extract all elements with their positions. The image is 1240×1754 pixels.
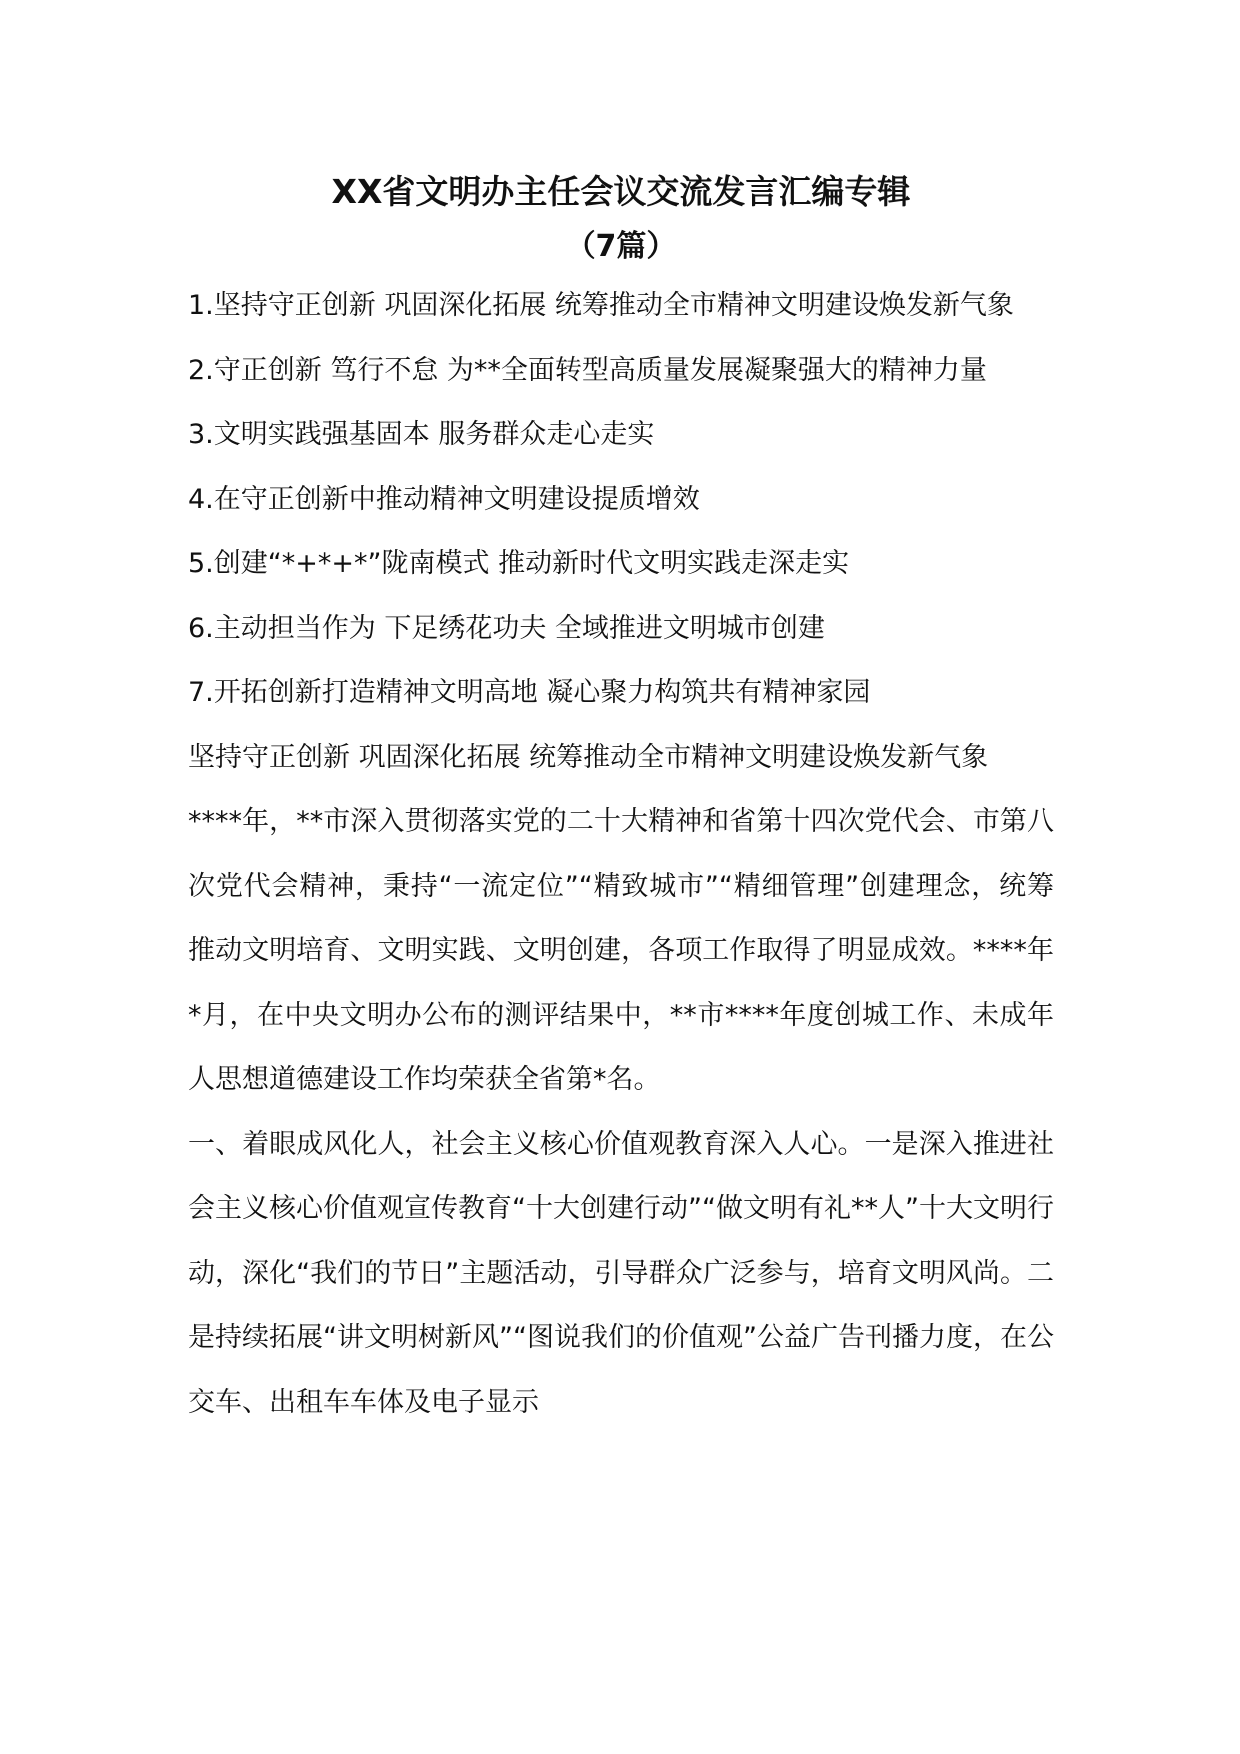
toc-item-number: 2. xyxy=(188,354,214,386)
toc-item-number: 1. xyxy=(188,290,214,321)
toc-item-text: 开拓创新打造精神文明高地 凝心聚力构筑共有精神家园 xyxy=(213,677,871,708)
toc-item xyxy=(188,661,1054,726)
toc-item-text: 创建“*+*+*”陇南模式 推动新时代文明实践走深走实 xyxy=(213,548,850,579)
toc-item-text: 文明实践强基固本 服务群众走心走实 xyxy=(213,419,655,450)
toc-item xyxy=(188,597,1054,662)
toc-item xyxy=(188,403,1054,468)
body-paragraph: ****年，**市深入贯彻落实党的二十大精神和省第十四次党代会、市第八次党代会精神，秉持“一流定位”“精致城市”“精细管理”创建理念，统筹推动文明培育、文明实践、文明创建，各项工作取得了明显成效。****年*月，在中央文明办公布的测评结果中，**市****年度创城工作、未成年人思想道德建设工作均荣获全省第*名。 xyxy=(188,806,1054,1095)
document-title: XX省文明办主任会议交流发言汇编专辑 xyxy=(331,172,911,211)
toc-item-number: 7. xyxy=(188,677,214,708)
toc-item xyxy=(188,532,1054,597)
toc-item-number: 5. xyxy=(188,548,214,579)
document-subtitle: （7篇） xyxy=(565,229,677,264)
body-paragraph: 一、着眼成风化人，社会主义核心价值观教育深入人心。一是深入推进社会主义核心价值观宣传教育“十大创建行动”“做文明有礼**人”十大文明行动，深化“我们的节日”主题活动，引导群众广泛参与，培育文明风尚。二是持续拓展“讲文明树新风”“图说我们的价值观”公益广告刊播力度，在公交车、出租车车体及电子显示 xyxy=(188,1128,1054,1418)
toc-item-number: 4. xyxy=(188,483,214,515)
toc-item-text: 坚持守正创新 巩固深化拓展 统筹推动全市精神文明建设焕发新气象 xyxy=(213,290,1014,321)
toc-item-text: 在守正创新中推动精神文明建设提质增效 xyxy=(213,483,700,515)
toc-item-text: 守正创新 笃行不怠 为**全面转型高质量发展凝聚强大的精神力量 xyxy=(213,354,987,386)
toc-item xyxy=(188,468,1054,533)
toc-item xyxy=(188,339,1054,404)
toc-item-text: 主动担当作为 下足绣花功夫 全域推进文明城市创建 xyxy=(213,612,825,644)
toc-item-number: 6. xyxy=(188,612,214,644)
table-of-contents xyxy=(188,274,1054,726)
toc-item xyxy=(188,274,1054,339)
section-heading: 坚持守正创新 巩固深化拓展 统筹推动全市精神文明建设焕发新气象 xyxy=(188,741,989,773)
document-content xyxy=(188,164,1054,1435)
toc-item-number: 3. xyxy=(188,419,214,450)
